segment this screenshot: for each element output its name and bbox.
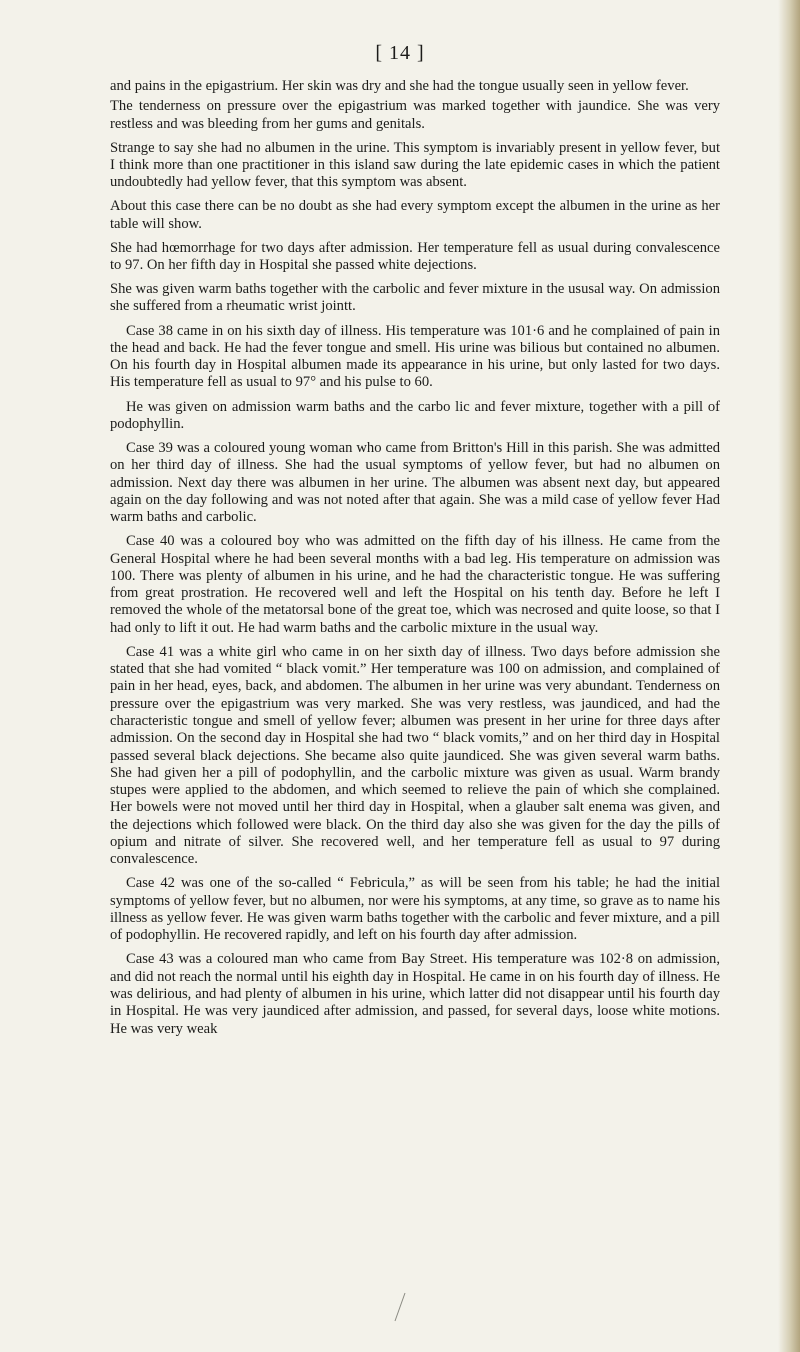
paragraph: Case 42 was one of the so-called “ Febricula,” as will be seen from his table; he had the initial symptoms of yellow fever, but no albumen, nor were his symptoms, at any time, so grave as to name his illness as yellow fever. He was given warm baths together with the carbolic and fever mixture, and a pill of podophyllin. He recovered rapidly, and left on his fourth day after admission. [110, 875, 720, 944]
paragraph: The tenderness on pressure over the epigastrium was marked together with jaundice. She was very restless and was bleeding from her gums and genitals. [110, 98, 720, 132]
paragraph: Strange to say she had no albumen in the urine. This symptom is invariably present in yellow fever, but I think more than one practitioner in this island saw during the late epidemic cases in which the patient undoubtedly had yellow fever, that this symptom was absent. [110, 139, 720, 191]
page-edge-shadow [778, 0, 800, 1352]
paragraph: About this case there can be no doubt as she had every symptom except the albumen in the urine as her table will show. [110, 198, 720, 232]
paragraph: He was given on admission warm baths and the carbo lic and fever mixture, together with a pill of podophyllin. [110, 398, 720, 432]
document-body [110, 78, 720, 1045]
paragraph: Case 41 was a white girl who came in on her sixth day of illness. Two days before admission she stated that she had vomited “ black vomit.” Her temperature was 100 on admission, and complained of pain in her head, eyes, back, and abdomen. The albumen in her urine was very abundant. Tenderness on pressure over the epigastrium was very marked. She was very restless, was jaundiced, and had the characteristic tongue and smell of yellow fever; albumen was present in her urine for three days after admission. On the second day in Hospital she had two “ black vomits,” and on her third day in Hospital passed several black dejections. She became also quite jaundiced. She was given several warm baths. She had given her a pill of podophyllin, and the carbolic mixture was given as usual. Warm brandy stupes were applied to the abdomen, and which seemed to relieve the pain of which she complained. Her bowels were not moved until her third day in Hospital, when a glauber salt enema was given, and the dejections which followed were black. On the third day also she was given for the day the pills of opium and nitrate of silver. She recovered well, and her temperature fell as usual to 97 during convalescence. [110, 643, 720, 868]
paragraph: Case 40 was a coloured boy who was admitted on the fifth day of his illness. He came from the General Hospital where he had been several months with a bad leg. His temperature on admission was 100. There was plenty of albumen in his urine, and he had the characteristic tongue. He was suffering from great prostration. He recovered well and left the Hospital on his tenth day. Before he left I removed the whole of the metatorsal bone of the great toe, which was necrosed and quite loose, so that I had only to lift it out. He had warm baths and the carbolic mixture in the usual way. [110, 533, 720, 636]
paragraph: Case 43 was a coloured man who came from Bay Street. His temperature was 102·8 on admission, and did not reach the normal until his eighth day in Hospital. He came in on his fourth day of illness. He was delirious, and had plenty of albumen in his urine, which latter did not disappear until his fourth day in Hospital. He was very jaundiced after admission, and passed, for several days, loose white motions. He was very weak [110, 951, 720, 1037]
paragraph: She was given warm baths together with the carbolic and fever mixture in the ususal way. On admission she suffered from a rheumatic wrist jointt. [110, 281, 720, 315]
paragraph: and pains in the epigastrium. Her skin was dry and she had the tongue usually seen in yellow fever. [110, 78, 689, 94]
pencil-mark-icon [393, 1292, 407, 1322]
paragraph: Case 39 was a coloured young woman who came from Britton's Hill in this parish. She was admitted on her third day of illness. She had the usual symptoms of yellow fever, but had no albumen on admission. Next day there was albumen in her urine. The albumen was absent next day, but appeared again on the day following and was not noted after that again. She was a mild case of yellow fever Had warm baths and carbolic. [110, 439, 720, 526]
page-number: [ 14 ] [375, 42, 425, 64]
paragraph: Case 38 came in on his sixth day of illness. His temperature was 101·6 and he complained of pain in the head and back. He had the fever tongue and smell. His urine was bilious but contained no albumen. On his fourth day in Hospital albumen made its appearance in his urine, but only lasted for two days. His temperature fell as usual to 97° and his pulse to 60. [110, 322, 720, 391]
paragraph: She had hœmorrhage for two days after admission. Her temperature fell as usual during convalescence to 97. On her fifth day in Hospital she passed white dejections. [110, 239, 720, 274]
